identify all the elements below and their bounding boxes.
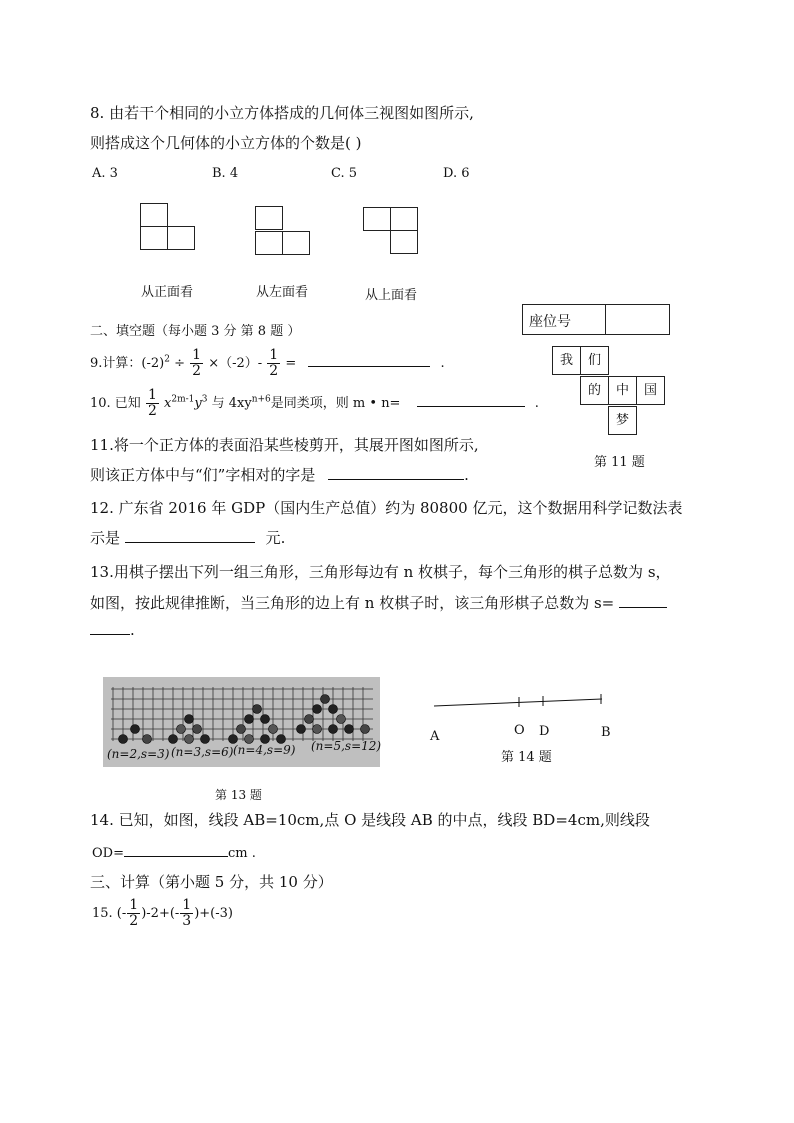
q9-mid: ×（-2）- (208, 356, 263, 371)
q9-prefix: 9.计算：(-2) (90, 356, 165, 371)
q11-answer-blank[interactable] (328, 465, 464, 480)
q9-exp: 2 (164, 354, 170, 365)
q15-fraction-1 (127, 898, 140, 929)
net-cell: 我 (552, 346, 581, 375)
q14-answer-blank[interactable] (124, 842, 228, 857)
q14-line1: 14. 已知，如图，线段 AB=10cm,点 O 是线段 AB 的中点，线段 BD=4cm,则线段 (90, 811, 650, 829)
q10-term1: x (164, 396, 172, 411)
view-cell (255, 231, 283, 255)
segment-ab (434, 699, 602, 706)
q13-line2: 如图，按此规律推断，当三角形的边上有 n 枚棋子时，该三角形棋子总数为 s= (90, 594, 615, 612)
q9-div: ÷ (174, 356, 185, 371)
seat-input[interactable] (607, 306, 667, 333)
view-cell (167, 226, 195, 250)
q11-caption: 第 11 题 (594, 455, 645, 470)
seat-label: 座位号 (529, 314, 571, 330)
q10-term1b: y (194, 396, 202, 411)
q14-caption: 第 14 题 (501, 750, 552, 765)
q10-den: 2 (147, 403, 157, 419)
view-cell (390, 230, 418, 254)
point-o-label: O (514, 723, 525, 738)
top-view-label: 从上面看 (365, 288, 418, 303)
q15-den1: 2 (129, 913, 139, 929)
q15-den2: 3 (182, 913, 192, 929)
q12-line2-wrap (90, 527, 285, 548)
q9-den1: 2 (192, 363, 202, 379)
q8-option-a: A. 3 (92, 166, 118, 181)
q9-den2: 2 (269, 363, 279, 379)
q13-label-4: (n=5,s=12) (311, 739, 382, 753)
q9-eq: = (285, 356, 297, 371)
point-b-label: B (601, 725, 611, 740)
q8-option-b: B. 4 (212, 166, 239, 181)
q11-line2: 则该正方体中与“们”字相对的字是 (90, 466, 316, 484)
q10-exp1: 2m-1 (171, 394, 195, 405)
q15 (92, 898, 233, 929)
q15-end: )+(-3) (194, 906, 233, 921)
point-a-label: A (430, 729, 440, 744)
q14-unit: cm . (227, 846, 256, 861)
q13-answer-blank[interactable] (619, 593, 667, 608)
q15-num2: 1 (182, 897, 192, 913)
q13-label-2: (n=3,s=6) (171, 745, 234, 759)
point-d-label: D (539, 724, 550, 739)
net-cell: 的 (580, 376, 609, 405)
q11-end: . (464, 466, 469, 484)
section2-title: 二、填空题（每小题 3 分 第 8 题 ） (90, 324, 301, 339)
q8-option-d: D. 6 (443, 166, 470, 181)
view-cell (255, 206, 283, 230)
net-cell: 们 (580, 346, 609, 375)
q13-end: . (130, 621, 135, 639)
q12-unit: 元. (265, 529, 286, 547)
q9-fraction-2 (267, 348, 280, 379)
q9-num1: 1 (192, 347, 202, 363)
q13-line1: 13.用棋子摆出下列一组三角形，三角形每边有 n 枚棋子，每个三角形的棋子总数为 s， (90, 563, 671, 581)
q13-label-3: (n=4,s=9) (233, 743, 296, 757)
q10-suffix: 是同类项，则 m • n= (270, 396, 401, 411)
view-cell (282, 231, 310, 255)
q10-fraction (146, 388, 159, 419)
left-view-label: 从左面看 (256, 285, 309, 300)
q8-option-c: C. 5 (331, 166, 358, 181)
net-cell: 梦 (608, 406, 637, 435)
q9-num2: 1 (269, 347, 279, 363)
section3-title: 三、计算（第小题 5 分，共 10 分） (90, 873, 333, 891)
q15-num1: 1 (129, 897, 139, 913)
q14-segment-figure (430, 690, 610, 720)
view-cell (140, 226, 168, 250)
q9-fraction-1 (190, 348, 203, 379)
net-cell: 中 (608, 376, 637, 405)
q13-answer-blank-cont[interactable] (90, 620, 130, 635)
q15-mid: )-2+(- (141, 906, 180, 921)
q9-answer-blank[interactable] (308, 352, 430, 367)
q12-line1: 12. 广东省 2016 年 GDP（国内生产总值）约为 80800 亿元，这个数据用科学记数法表 (90, 499, 683, 517)
q13-caption: 第 13 题 (215, 788, 262, 802)
q13-label-1: (n=2,s=3) (107, 747, 170, 761)
front-view-label: 从正面看 (141, 285, 194, 300)
q10-mid: 与 4xy (211, 396, 252, 411)
q15-prefix: 15. (- (92, 906, 127, 921)
q10-num: 1 (147, 387, 157, 403)
q15-fraction-2 (180, 898, 193, 929)
q8-line2: 则搭成这个几何体的小立方体的个数是( ) (90, 134, 362, 152)
q10-prefix: 10. 已知 (90, 396, 141, 411)
q13-line3-wrap (90, 620, 135, 639)
q12-answer-blank[interactable] (125, 528, 255, 543)
q8-line1: 8. 由若干个相同的小立方体搭成的几何体三视图如图所示, (90, 104, 474, 122)
q12-line2: 示是 (90, 529, 121, 547)
q10-end: . (534, 396, 539, 411)
q14-line2-wrap (92, 842, 256, 861)
q14-line2-prefix: OD= (92, 846, 124, 861)
q13-figure (103, 677, 380, 767)
q9 (90, 348, 445, 379)
q9-end: . (440, 356, 445, 371)
q10-answer-blank[interactable] (417, 392, 525, 407)
q10 (90, 388, 539, 419)
seat-number-box (522, 304, 670, 335)
seat-divider (605, 305, 606, 334)
q10-exp1b: 3 (201, 394, 208, 405)
q11-line2-wrap (90, 464, 469, 485)
q13-line2-wrap (90, 592, 667, 613)
net-cell: 国 (636, 376, 665, 405)
view-cell (363, 207, 391, 231)
q10-exp2: n+6 (251, 394, 271, 405)
view-cell (390, 207, 418, 231)
view-cell (140, 203, 168, 227)
q11-line1: 11.将一个正方体的表面沿某些棱剪开，其展开图如图所示, (90, 436, 479, 454)
